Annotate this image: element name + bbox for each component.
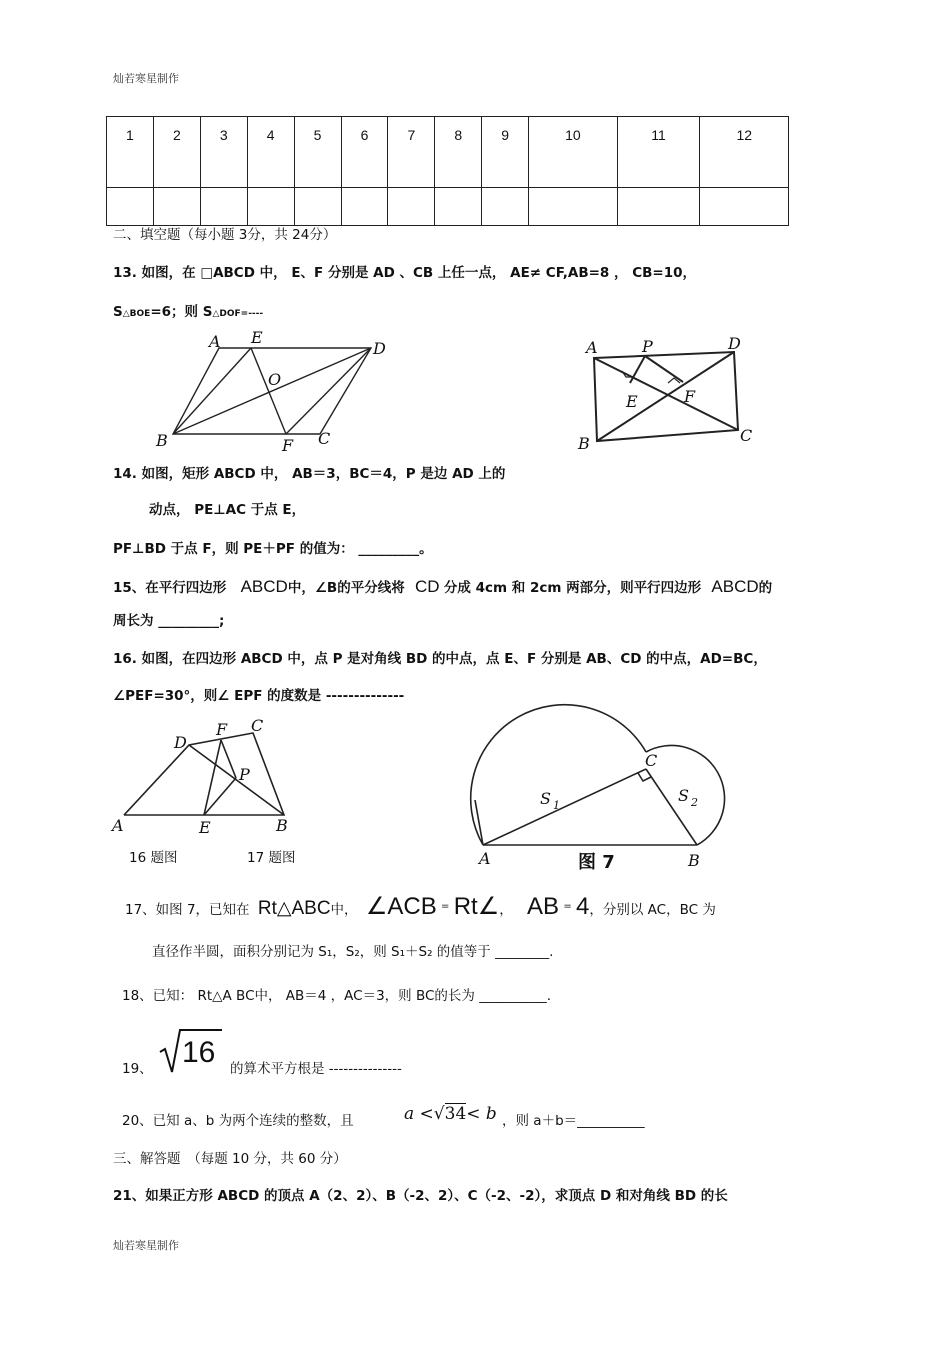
fig16-label-e: E [199,818,211,837]
question-15-line1: 15、在平行四边形 ABCD中，∠B的平分线将 CD 分成 4cm 和 2cm 两部分，则平行四边形 ABCD的 [113,577,773,596]
page-header: 灿若寒星制作 [113,72,179,85]
question-13-line1: 13. 如图，在 □ABCD 中， E、F 分别是 AD 、CB 上任一点， AE≠ CF,AB=8 ， CB=10， [113,265,697,281]
question-17-line2: 直径作半圆，面积分别记为 S₁，S₂，则 S₁＋S₂ 的值等于 ________. [152,944,554,960]
answer-number-cell: 9 [482,117,529,188]
fig13-label-b: B [156,431,168,450]
fig16-label-p: P [239,765,250,784]
question-17-line1: 17、如图 7，已知在 Rt△ABC中， ∠ACB = Rt∠， AB = 4，分别以 AC，BC 为 [125,893,716,920]
fig7-label-s2: S [678,786,689,805]
question-14-line2: 动点， PE⊥AC 于点 E， [149,502,306,518]
answer-number-cell: 2 [153,117,200,188]
fig7-label-s1-sub: 1 [553,799,560,812]
fig14-label-p: P [642,337,653,356]
question-18: 18、已知： Rt△A BC中， AB＝4 ，AC＝3，则 BC的长为 __________. [122,988,552,1004]
answer-number-cell: 3 [200,117,247,188]
section-2-heading: 二、填空题（每小题 3分，共 24分） [113,227,337,243]
question-19-radicand: 16 [182,1036,216,1069]
question-16-line1: 16. 如图，在四边形 ABCD 中，点 P 是对角线 BD 的中点，点 E、F 分别是 AB、CD 的中点，AD=BC， [113,651,767,667]
answer-number-cell: 5 [294,117,341,188]
question-13-line2: S△BOE=6；则 S△DOF=---- [113,304,264,320]
question-14-line1: 14. 如图，矩形 ABCD 中， AB＝3，BC＝4，P 是边 AD 上的 [113,466,506,482]
fig7-label-b: B [688,851,700,870]
answer-number-cell: 4 [247,117,294,188]
fig14-label-b: B [578,434,590,453]
fig16-label-f: F [216,720,228,739]
fig7-label-s1: S [540,789,551,808]
fig13-label-a: A [209,332,221,351]
figure-17-caption: 17 题图 [247,850,296,866]
question-20-a: 20、已知 a、b 为两个连续的整数，且 [122,1113,354,1129]
fig7-label-s2-sub: 2 [691,796,698,809]
fig13-label-o: O [268,370,282,389]
question-20-inequality: a <√34< b [404,1104,497,1124]
fig16-label-d: D [174,733,187,752]
fig14-label-d: D [728,334,741,353]
fig16-label-c: C [251,716,264,735]
fig7-label-a: A [479,849,491,868]
question-20-c: ，则 a＋b＝__________ [502,1113,645,1129]
page-footer: 灿若寒星制作 [113,1239,179,1252]
question-21: 21、如果正方形 ABCD 的顶点 A（2、2）、B（-2、2）、C（-2、-2），求顶点 D 和对角线 BD 的长 [113,1188,728,1204]
question-15-line2: 周长为 _________; [113,613,225,629]
fig13-label-f: F [282,436,294,455]
fig13-label-c: C [318,429,331,448]
fig7-title: 图 7 [578,852,615,873]
answer-number-cell: 1 [107,117,154,188]
fig14-label-f: F [684,387,696,406]
question-14-line3: PF⊥BD 于点 F，则 PE＋PF 的值为： _________。 [113,541,433,557]
answer-number-cell: 11 [617,117,700,188]
question-19-text: 的算术平方根是 --------------- [230,1061,402,1077]
fig13-label-d: D [373,339,386,358]
answer-number-cell: 8 [435,117,482,188]
answer-number-cell: 6 [341,117,388,188]
question-19-number: 19、 [122,1061,153,1077]
fig14-label-c: C [740,426,753,445]
answer-number-cell: 10 [529,117,617,188]
section-3-heading: 三、解答题 （每题 10 分，共 60 分） [113,1151,347,1167]
fig7-label-c: C [645,751,658,770]
fig14-label-e: E [626,392,638,411]
fig13-label-e: E [251,328,263,347]
figure-16-caption: 16 题图 [129,850,178,866]
question-16-line2: ∠PEF=30°，则∠ EPF 的度数是 -------------- [113,688,405,704]
fig16-label-b: B [276,816,288,835]
answer-number-cell: 7 [388,117,435,188]
fig16-label-a: A [112,816,124,835]
answer-number-cell: 12 [700,117,789,188]
fig14-label-a: A [586,338,598,357]
